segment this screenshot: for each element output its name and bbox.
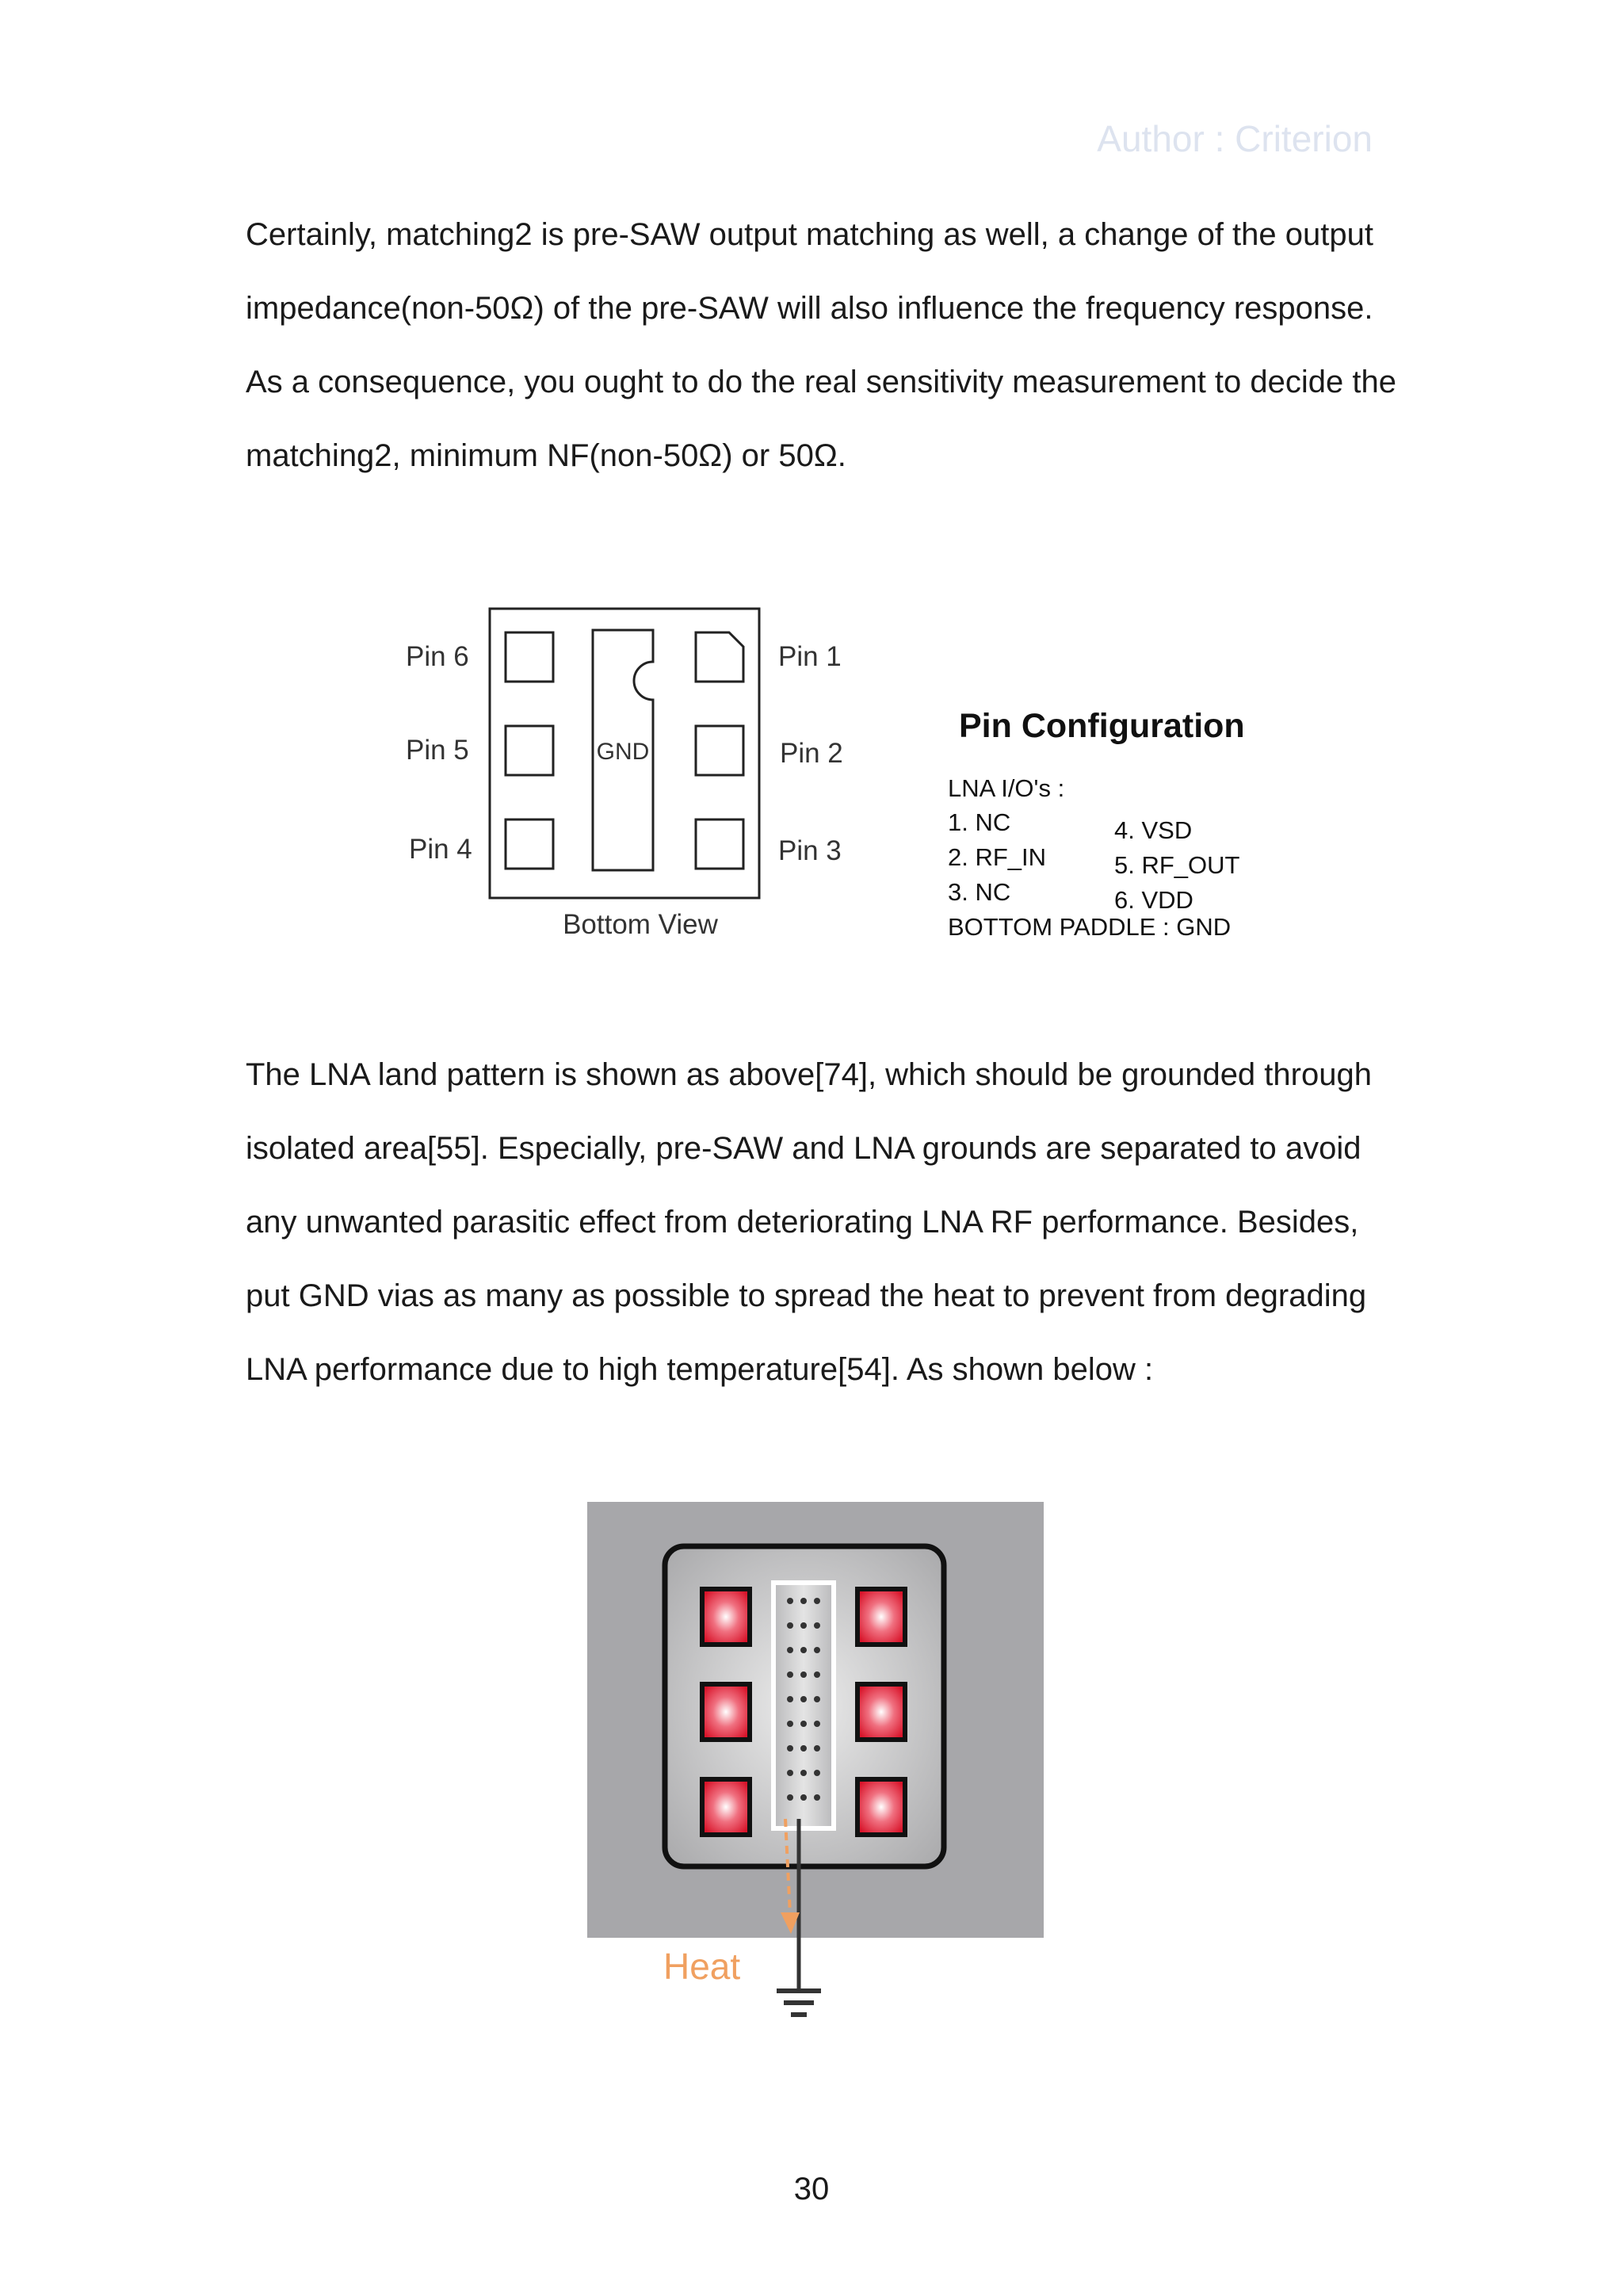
heat-dissipation-figure <box>582 1502 1050 2041</box>
pad-pin4 <box>506 819 553 869</box>
pad-pin6 <box>506 632 553 682</box>
pin5-label: Pin 5 <box>406 735 469 766</box>
text-line: The LNA land pattern is shown as above[74], which should be grounded through <box>246 1057 1372 1092</box>
pin2-label: Pin 2 <box>780 738 843 769</box>
text-line: Certainly, matching2 is pre-SAW output matching as well, a change of the output <box>246 217 1373 252</box>
pad-right-mid <box>857 1684 905 1740</box>
via-dot <box>787 1696 793 1702</box>
config-title: Pin Configuration <box>959 707 1245 745</box>
paragraph-matching <box>246 198 1396 493</box>
pin-desc-1: 1. NC <box>948 808 1011 836</box>
via-dot <box>814 1696 820 1702</box>
via-dot <box>814 1598 820 1604</box>
paragraph-land-pattern <box>246 1038 1387 1407</box>
via-dot <box>787 1721 793 1727</box>
pin-desc-2: 2. RF_IN <box>948 843 1047 871</box>
via-dot <box>787 1598 793 1604</box>
via-dot <box>814 1770 820 1776</box>
via-dot <box>800 1622 807 1629</box>
via-dot <box>787 1770 793 1776</box>
text-line: As a consequence, you ought to do the real sensitivity measurement to decide the <box>246 365 1396 399</box>
gnd-label: GND <box>596 739 650 765</box>
pad-left-top <box>702 1589 750 1645</box>
pad-pin5 <box>506 726 553 775</box>
pin-desc-3: 3. NC <box>948 878 1011 906</box>
pin-desc-6: 6. VDD <box>1114 886 1193 914</box>
via-dot <box>787 1671 793 1678</box>
via-dot <box>787 1622 793 1629</box>
pad-left-bottom <box>702 1779 750 1835</box>
via-dot <box>800 1721 807 1727</box>
via-dot <box>814 1671 820 1678</box>
via-dot <box>787 1647 793 1653</box>
pad-pin1 <box>696 632 743 682</box>
page-number: 30 <box>793 2172 830 2206</box>
bottom-paddle-desc: BOTTOM PADDLE : GND <box>948 913 1232 941</box>
pin3-label: Pin 3 <box>778 835 842 866</box>
via-dot <box>814 1647 820 1653</box>
via-dot <box>814 1721 820 1727</box>
text-line: impedance(non-50Ω) of the pre-SAW will also influence the frequency response. <box>246 291 1373 326</box>
pad-right-bottom <box>857 1779 905 1835</box>
via-dot <box>800 1647 807 1653</box>
heat-label: Heat <box>663 1946 741 1987</box>
via-dot <box>814 1622 820 1629</box>
text-line: LNA performance due to high temperature[54]. As shown below : <box>246 1352 1154 1387</box>
text-line: matching2, minimum NF(non-50Ω) or 50Ω. <box>246 438 846 473</box>
via-dot <box>800 1794 807 1801</box>
pin6-label: Pin 6 <box>406 641 469 672</box>
author-header: Author : Criterion <box>1097 118 1373 159</box>
pin4-label: Pin 4 <box>409 834 472 865</box>
pad-pin2 <box>696 726 743 775</box>
text-line: put GND vias as many as possible to spread the heat to prevent from degrading <box>246 1278 1367 1313</box>
via-dot <box>800 1745 807 1752</box>
pin-configuration-figure <box>388 586 1268 959</box>
via-dot <box>787 1745 793 1752</box>
pin-desc-5: 5. RF_OUT <box>1114 851 1240 879</box>
pad-pin3 <box>696 819 743 869</box>
io-heading: LNA I/O's : <box>948 774 1065 802</box>
text-line: any unwanted parasitic effect from deteriorating LNA RF performance. Besides, <box>246 1205 1359 1240</box>
bottom-view-label: Bottom View <box>563 909 718 940</box>
via-dot <box>800 1770 807 1776</box>
text-line: isolated area[55]. Especially, pre-SAW and LNA grounds are separated to avoid <box>246 1131 1361 1166</box>
via-dot <box>814 1745 820 1752</box>
gnd-via-strip <box>773 1583 834 1828</box>
pin1-label: Pin 1 <box>778 641 842 672</box>
via-dot <box>814 1794 820 1801</box>
pin-desc-4: 4. VSD <box>1114 816 1193 844</box>
via-dot <box>800 1671 807 1678</box>
via-dot <box>800 1696 807 1702</box>
pad-left-mid <box>702 1684 750 1740</box>
via-dot <box>787 1794 793 1801</box>
via-dot <box>800 1598 807 1604</box>
pad-right-top <box>857 1589 905 1645</box>
